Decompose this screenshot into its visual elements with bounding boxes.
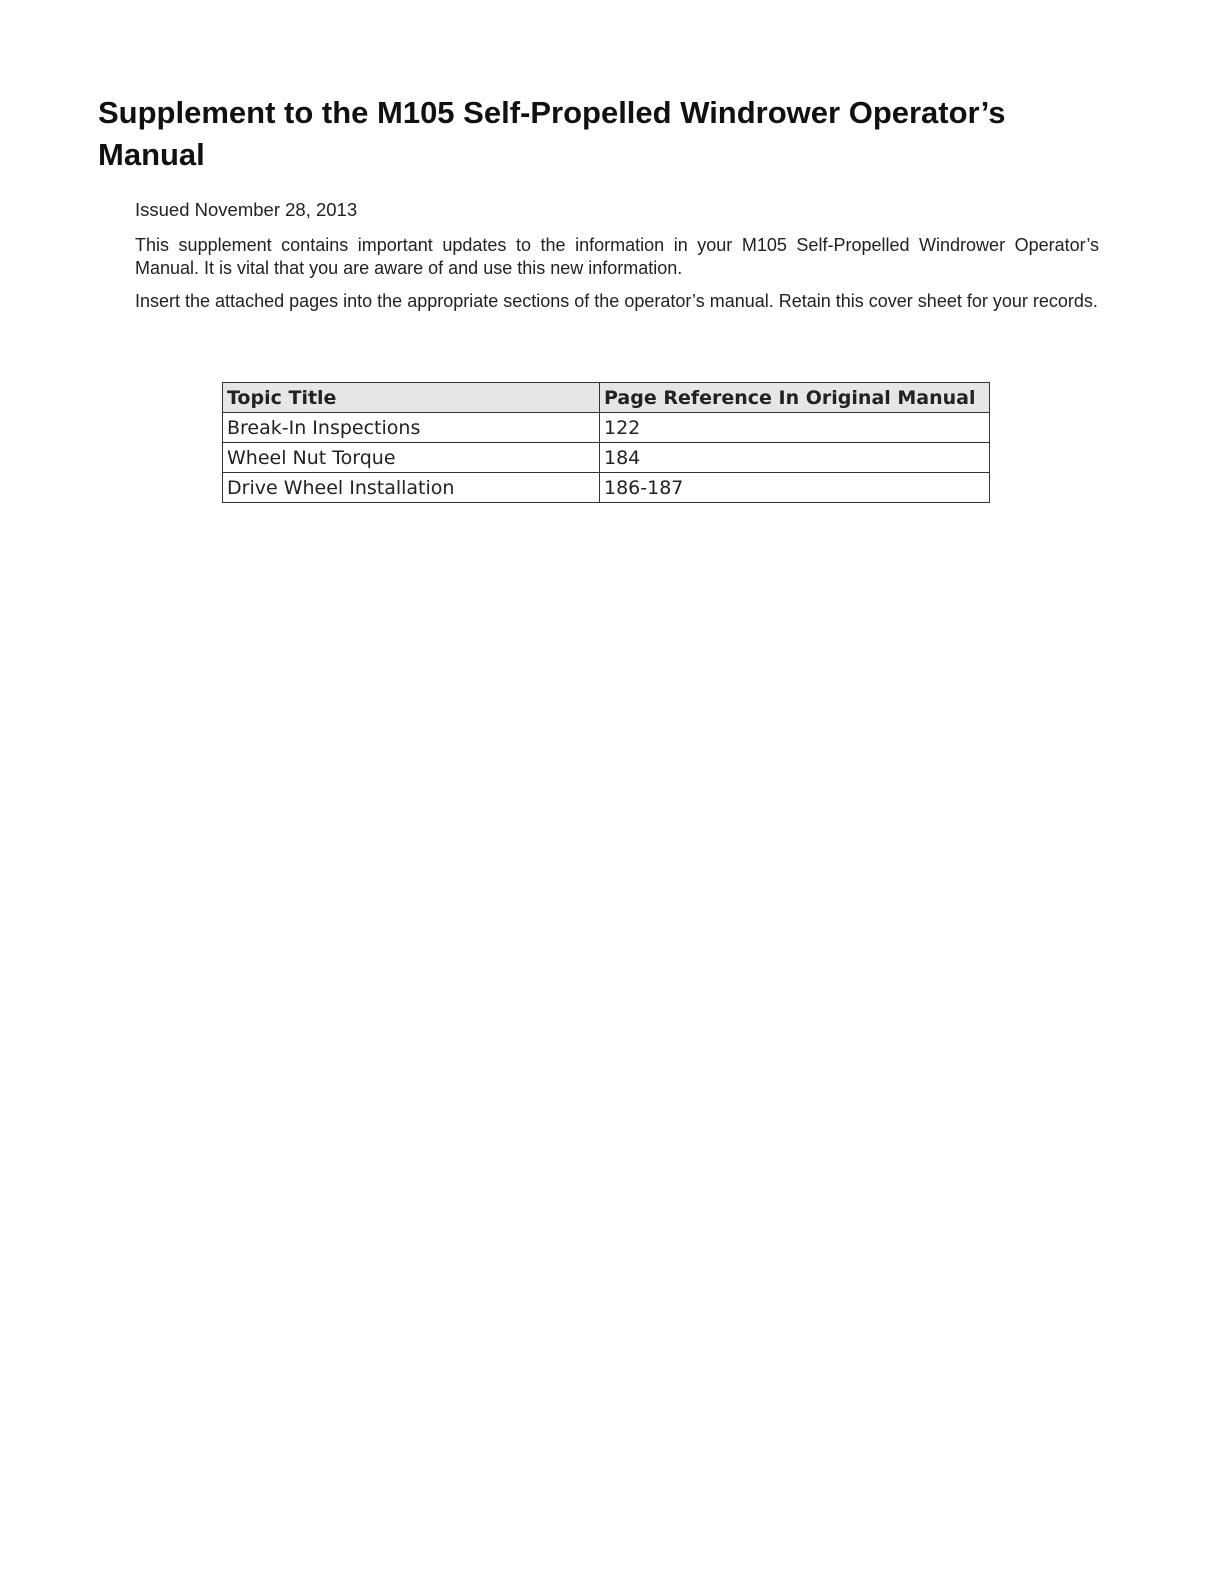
- page-ref-cell: 122: [600, 413, 990, 443]
- table-row: [223, 413, 990, 443]
- topic-cell: Drive Wheel Installation: [223, 473, 600, 503]
- issue-date: Issued November 28, 2013: [135, 199, 358, 220]
- table-row: [223, 473, 990, 503]
- paragraph-instructions: Insert the attached pages into the appropriate sections of the operator’s manual. Retain this cover sheet for your records.: [135, 291, 1098, 311]
- topic-cell: Wheel Nut Torque: [223, 443, 600, 473]
- header-page-reference: Page Reference In Original Manual: [600, 383, 990, 413]
- header-topic-title: Topic Title: [223, 383, 600, 413]
- page-ref-cell: 186-187: [600, 473, 990, 503]
- paragraph-updates: This supplement contains important updates to the information in your M105 Self-Propelled Windrower Operator’s Manual. It is vital that you are aware of and use this new information.: [135, 235, 1099, 278]
- page-title: Supplement to the M105 Self-Propelled Windrower Operator’s Manual: [98, 95, 1006, 172]
- page-ref-cell: 184: [600, 443, 990, 473]
- topics-table: [222, 382, 990, 503]
- table-header-row: [223, 383, 990, 413]
- intro-section: [135, 198, 1099, 323]
- topic-cell: Break-In Inspections: [223, 413, 600, 443]
- table-row: [223, 443, 990, 473]
